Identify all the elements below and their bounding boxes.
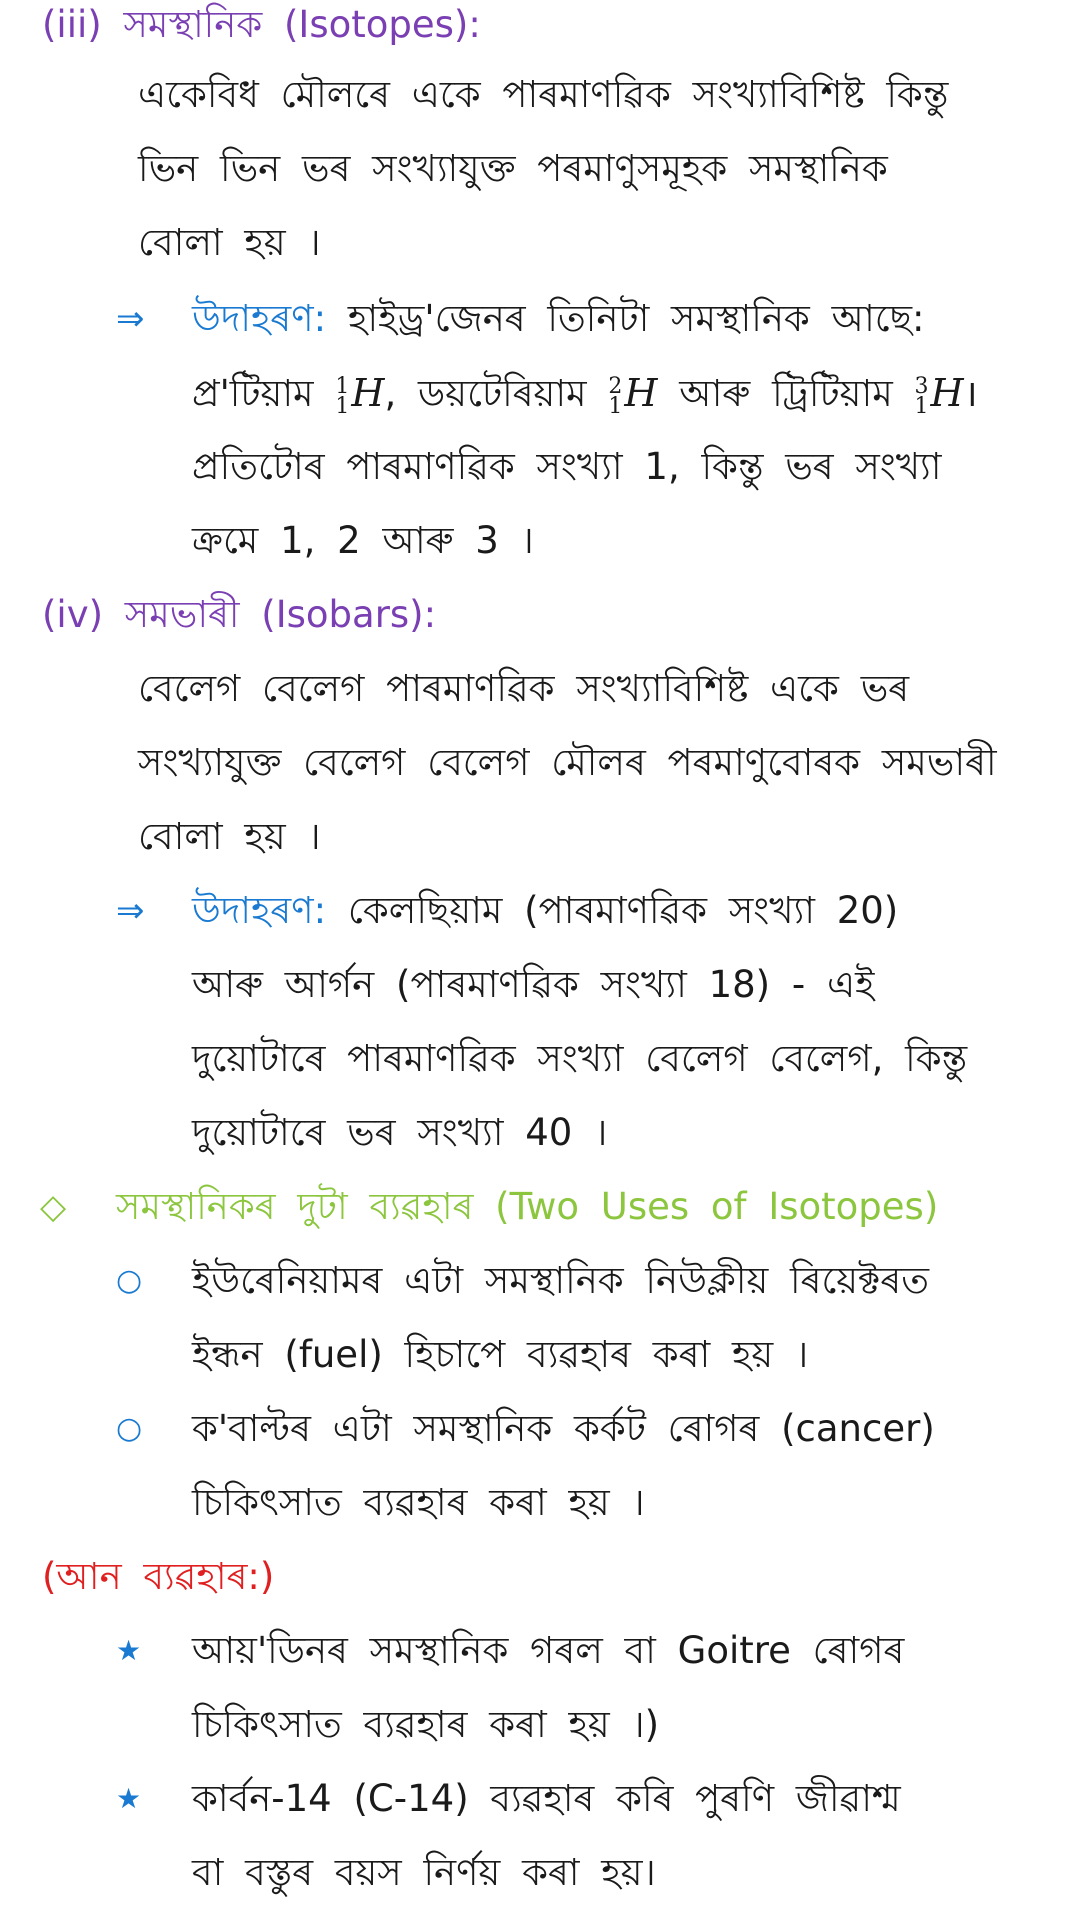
bullet-circle-icon: ○ bbox=[116, 1411, 143, 1446]
section-iii-example-line-1 bbox=[192, 296, 925, 342]
diamond-icon: ◇ bbox=[40, 1187, 67, 1227]
other-uses-item-2-line-1: কাৰ্বন-14 (C-14) ব্যৱহাৰ কৰি পুৰণি জীৱাশ্ম bbox=[192, 1777, 901, 1820]
section-iii-example-line-4: ক্ৰমে 1, 2 আৰু 3 । bbox=[192, 519, 534, 562]
isotope-notation-line: প্ৰ'টিয়াম 1 1 H, ডয়টেৰিয়াম 2 1 H আৰু ট্ৰিটিয়াম 3 1 H। bbox=[192, 371, 978, 419]
star-icon: ★ bbox=[116, 1782, 142, 1815]
deuterium-symbol: 2 1 H bbox=[608, 371, 658, 419]
tritium-symbol: 3 1 H bbox=[914, 371, 964, 419]
arrow-icon: ⇒ bbox=[116, 299, 145, 339]
section-iv-def-line-3: বোলা হয় । bbox=[138, 815, 321, 858]
other-uses-item-1-line-2: চিকিৎসাত ব্যৱহাৰ কৰা হয় ।) bbox=[192, 1703, 660, 1746]
example-text: কেলছিয়াম (পাৰমাণৱিক সংখ্যা 20) bbox=[347, 889, 899, 932]
section-iv-example-line-3: দুয়োটাৰে পাৰমাণৱিক সংখ্যা বেলেগ বেলেগ, কিন্তু bbox=[192, 1037, 968, 1080]
deuterium-label: ডয়টেৰিয়াম bbox=[418, 372, 587, 415]
uses-heading: সমস্থানিকৰ দুটা ব্যৱহাৰ (Two Uses of Isotopes) bbox=[116, 1185, 939, 1228]
uses-item-1-line-2: ইন্ধন (fuel) হিচাপে ব্যৱহাৰ কৰা হয় । bbox=[192, 1333, 809, 1376]
section-iii-example-line-3: প্ৰতিটোৰ পাৰমাণৱিক সংখ্যা 1, কিন্তু ভৰ সংখ্যা bbox=[192, 445, 942, 488]
protium-label: প্ৰ'টিয়াম bbox=[192, 372, 314, 415]
uses-item-2-line-1: ক'বাল্টৰ এটা সমস্থানিক কৰ্কট ৰোগৰ (cancer) bbox=[192, 1407, 935, 1450]
example-text: হাইড্ৰ'জেনৰ তিনিটা সমস্থানিক আছে: bbox=[347, 297, 925, 340]
section-iii-def-line-3: বোলা হয় । bbox=[138, 221, 321, 264]
section-iii-heading: (iii) সমস্থানিক (Isotopes): bbox=[42, 3, 481, 46]
section-iii-def-line-2: ভিন ভিন ভৰ সংখ্যাযুক্ত পৰমাণুসমূহক সমস্থানিক bbox=[138, 147, 888, 190]
section-iv-example-line-1 bbox=[192, 888, 898, 934]
section-iv-heading: (iv) সমভাৰী (Isobars): bbox=[42, 593, 437, 636]
other-uses-item-1-line-1: আয়'ডিনৰ সমস্থানিক গৰল বা Goitre ৰোগৰ bbox=[192, 1629, 905, 1672]
arrow-icon: ⇒ bbox=[116, 891, 145, 931]
protium-symbol: 1 1 H bbox=[335, 371, 385, 419]
example-label: উদাহৰণ: bbox=[192, 297, 327, 340]
star-icon: ★ bbox=[116, 1634, 142, 1667]
section-iii-def-line-1: একেবিধ মৌলৰে একে পাৰমাণৱিক সংখ্যাবিশিষ্ট কিন্তু bbox=[138, 73, 949, 116]
other-uses-item-2-line-2: বা বস্তুৰ বয়স নিৰ্ণয় কৰা হয়। bbox=[192, 1851, 656, 1894]
section-iv-def-line-1: বেলেগ বেলেগ পাৰমাণৱিক সংখ্যাবিশিষ্ট একে ভৰ bbox=[138, 667, 910, 710]
uses-item-1-line-1: ইউৰেনিয়ামৰ এটা সমস্থানিক নিউক্লীয় ৰিয়েক্টৰত bbox=[192, 1259, 930, 1302]
section-iv-example-line-4: দুয়োটাৰে ভৰ সংখ্যা 40 । bbox=[192, 1111, 608, 1154]
example-label: উদাহৰণ: bbox=[192, 889, 327, 932]
section-iv-example-line-2: আৰু আৰ্গন (পাৰমাণৱিক সংখ্যা 18) - এই bbox=[192, 963, 875, 1006]
tritium-label: ট্ৰিটিয়াম bbox=[772, 372, 893, 415]
uses-item-2-line-2: চিকিৎসাত ব্যৱহাৰ কৰা হয় । bbox=[192, 1481, 645, 1524]
bullet-circle-icon: ○ bbox=[116, 1263, 143, 1298]
section-iv-def-line-2: সংখ্যাযুক্ত বেলেগ বেলেগ মৌলৰ পৰমাণুবোৰক সমভাৰী bbox=[138, 741, 997, 784]
and-label: আৰু bbox=[679, 372, 751, 415]
other-uses-heading: (আন ব্যৱহাৰ:) bbox=[42, 1555, 275, 1598]
